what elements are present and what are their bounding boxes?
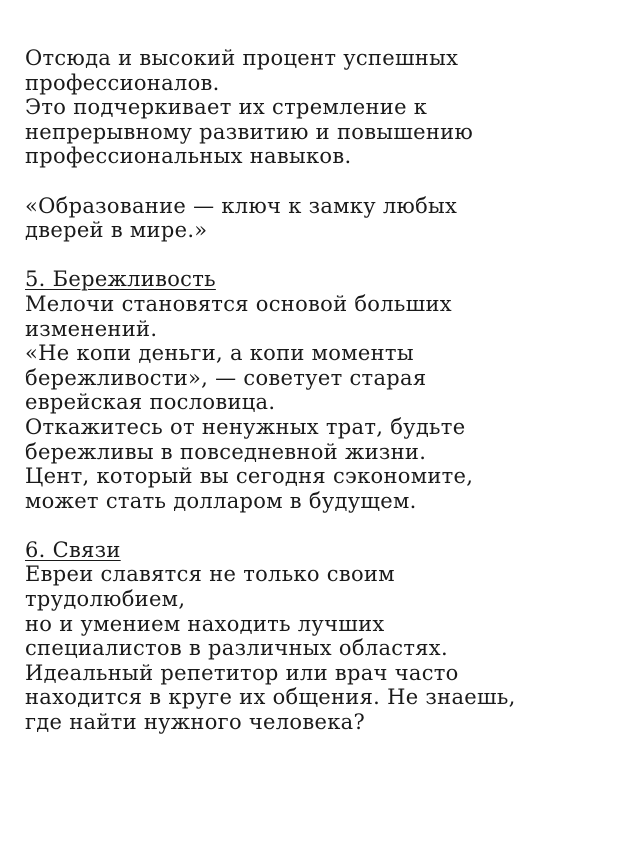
text-line: бережливы в повседневной жизни. <box>25 439 427 464</box>
text-line: Мелочи становятся основой больших <box>25 291 452 316</box>
text-line: Отсюда и высокий процент успешных <box>25 46 459 70</box>
document-page <box>25 46 625 735</box>
text-line: трудолюбием, <box>25 587 186 612</box>
intro-paragraph <box>25 46 625 169</box>
quote-paragraph <box>25 194 625 243</box>
paragraph-gap <box>25 169 625 194</box>
text-line: Это подчеркивает их стремление к <box>25 95 428 120</box>
text-line: профессионалов. <box>25 70 220 95</box>
text-line: Цент, который вы сегодня сэкономите, <box>25 464 474 489</box>
text-line: Откажитесь от ненужных трат, будьте <box>25 414 466 439</box>
paragraph-gap <box>25 513 625 538</box>
text-line: профессиональных навыков. <box>25 144 352 169</box>
text-line: «Образование — ключ к замку любых <box>25 193 458 218</box>
text-line: бережливости», — советует старая <box>25 365 427 390</box>
text-line: «Не копи деньги, а копи моменты <box>25 341 414 366</box>
section-5 <box>25 267 625 513</box>
paragraph-gap <box>25 243 625 268</box>
text-line: Идеальный репетитор или врач часто <box>25 660 459 685</box>
text-line: специалистов в различных областях. <box>25 636 448 661</box>
text-line: еврейская пословица. <box>25 390 276 415</box>
text-line: изменений. <box>25 316 158 341</box>
section-heading: 5. Бережливость <box>25 267 216 292</box>
text-line: но и умением находить лучших <box>25 611 385 636</box>
text-line: может стать долларом в будущем. <box>25 488 417 513</box>
section-heading: 6. Связи <box>25 537 121 562</box>
text-line: дверей в мире.» <box>25 218 208 243</box>
text-line: находится в круге их общения. Не знаешь, <box>25 685 516 710</box>
text-line: непрерывному развитию и повышению <box>25 119 474 144</box>
text-line: Евреи славятся не только своим <box>25 562 395 587</box>
text-line: где найти нужного человека? <box>25 710 366 735</box>
section-6 <box>25 538 625 735</box>
